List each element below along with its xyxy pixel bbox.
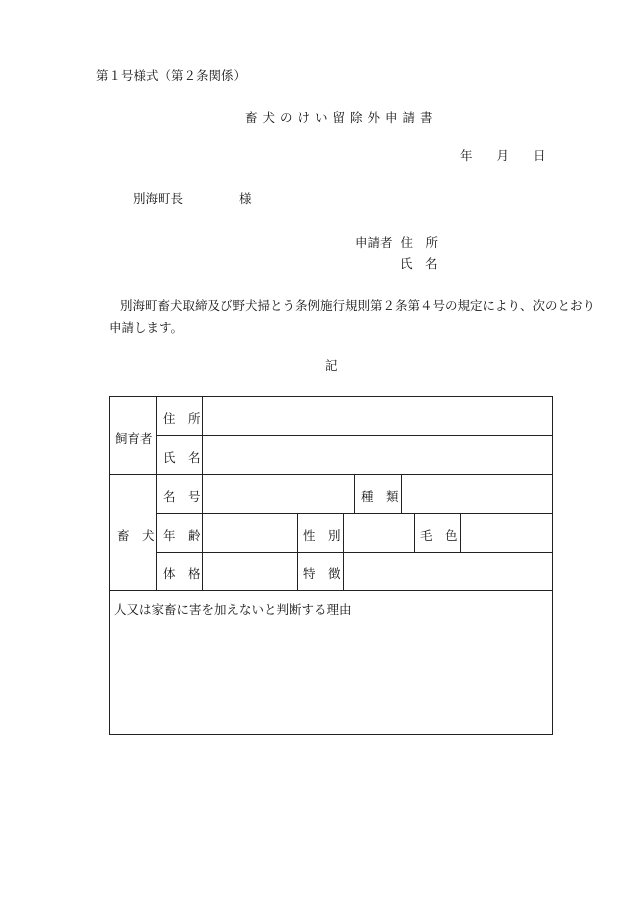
owner-name-label: 氏 名 (163, 450, 201, 465)
dog-name-field[interactable] (203, 475, 353, 513)
date-line (460, 146, 546, 164)
owner-address-field[interactable] (203, 397, 553, 435)
dog-size-label: 体 格 (163, 566, 201, 581)
dog-features-label: 特 徴 (303, 566, 341, 581)
month-label: 月 (496, 148, 510, 163)
dog-breed-field[interactable] (402, 475, 553, 513)
day-label: 日 (533, 148, 546, 163)
reason-label: 人又は家畜に害を加えないと判断する理由 (114, 602, 352, 617)
addressee-honorific: 様 (239, 191, 252, 206)
dog-name-label: 名 号 (163, 489, 201, 504)
dog-color-label: 毛 色 (420, 528, 458, 543)
applicant-address-label: 住 所 (400, 235, 439, 250)
dog-sex-field[interactable] (344, 514, 413, 552)
dog-sex-label: 性 別 (303, 528, 341, 543)
dog-size-field[interactable] (203, 553, 296, 590)
applicant-name-label: 氏 名 (400, 256, 438, 271)
ki-label: 記 (325, 358, 338, 373)
dog-breed-label: 種 類 (361, 489, 399, 504)
application-form-table (109, 396, 553, 735)
dog-color-field[interactable] (461, 514, 553, 552)
dog-age-label: 年 齢 (163, 528, 201, 543)
body-text-line-2: 申請します。 (109, 320, 184, 335)
dog-age-field[interactable] (203, 514, 296, 552)
owner-name-field[interactable] (203, 436, 553, 474)
dog-features-field[interactable] (344, 553, 553, 590)
owner-header: 飼育者 (115, 431, 153, 446)
form-number: 第１号様式（第２条関係） (96, 68, 247, 83)
applicant-address-line (355, 233, 438, 251)
applicant-label: 申請者 (355, 235, 393, 250)
owner-address-label: 住 所 (163, 411, 201, 426)
addressee (133, 189, 252, 207)
reason-field[interactable] (111, 619, 552, 733)
dog-header: 畜 犬 (117, 528, 155, 543)
year-label: 年 (460, 148, 473, 163)
addressee-name: 別海町長 (133, 191, 184, 206)
body-text-line-1: 別海町畜犬取締及び野犬掃とう条例施行規則第２条第４号の規定により、次のとおり (120, 298, 596, 313)
document-title: 畜犬のけい留除外申請書 (245, 110, 438, 125)
